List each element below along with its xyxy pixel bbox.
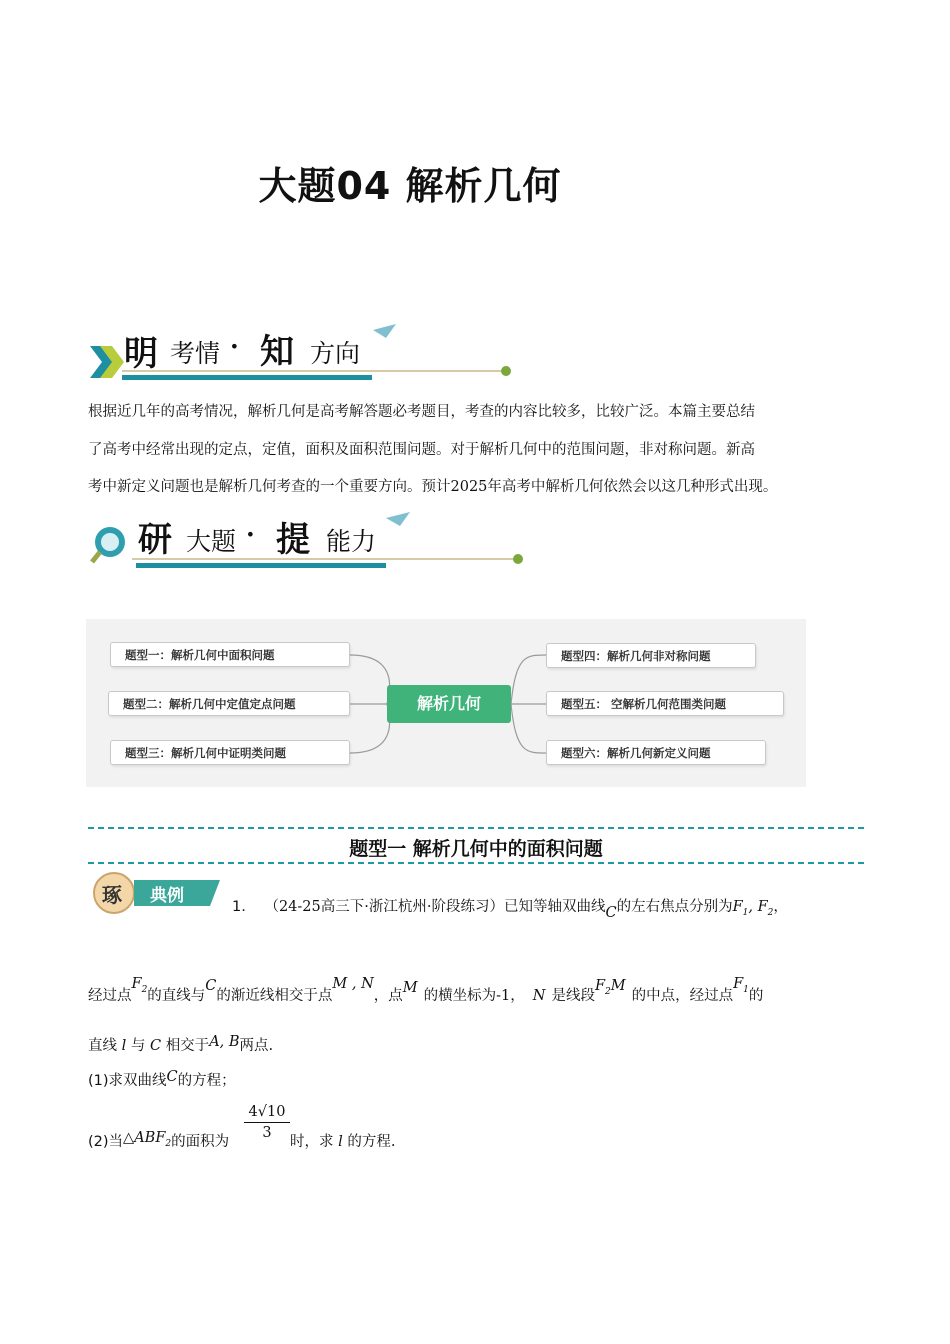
badge-label: 典例 <box>150 886 184 906</box>
math-F1: $F_1$ <box>733 976 749 995</box>
problem-text: 经过点 <box>88 988 132 1004</box>
section-title: 题型一 解析几何中的面积问题 <box>349 838 603 860</box>
math-N: N <box>532 988 546 1004</box>
fraction-denominator: 3 <box>262 1125 272 1141</box>
problem-line-3 <box>88 1034 273 1055</box>
problem-text: 是线段 <box>551 988 595 1004</box>
math-F1F2: $F_1$, $F_2$ <box>732 899 774 918</box>
math-AB: A, B <box>209 1034 240 1050</box>
intro-line: 根据近几年的高考情况，解析几何是高考解答题必考题目，考查的内容比较多，比较广泛。本篇主要总结 <box>88 404 755 420</box>
mindmap-node-type6: 题型六：解析几何新定义问题 <box>546 740 766 765</box>
math-F2: $F_2$ <box>131 976 148 995</box>
question-text: 的面积为 <box>171 1134 230 1150</box>
math-F2M: $F_2M$ <box>594 978 626 997</box>
banner2-text2: 能力 <box>326 527 377 556</box>
math-C: C <box>145 1038 166 1054</box>
divider-top <box>88 827 864 829</box>
intro-paragraph <box>88 394 878 507</box>
problem-source-text: （24-25高三下·浙江杭州·阶段练习）已知等轴双曲线 <box>264 899 606 915</box>
problem-text: 的中点，经过点 <box>631 988 734 1004</box>
math-l: l <box>117 1038 131 1054</box>
intro-line: 了高考中经常出现的定点，定值，面积及面积范围问题。对于解析几何中的范围问题，非对称问题。新高 <box>88 441 755 458</box>
banner1-text2: 方向 <box>310 339 361 368</box>
punct: ， <box>773 899 788 915</box>
problem-text: 的渐近线相交于点 <box>216 988 333 1004</box>
mindmap-center: 解析几何 <box>387 685 511 723</box>
mindmap-node-type1: 题型一：解析几何中面积问题 <box>110 642 350 667</box>
problem-line-1 <box>232 895 788 921</box>
divider-bottom <box>88 862 864 864</box>
fraction-numerator: 4√10 <box>244 1104 290 1123</box>
question-text: 的方程； <box>177 1073 236 1089</box>
badge-char: 琢 <box>102 883 122 907</box>
mindmap <box>86 619 806 787</box>
problem-line-2 <box>88 976 764 1007</box>
mindmap-node-type4: 题型四：解析几何非对称问题 <box>546 643 756 668</box>
problem-text: 的 <box>748 988 764 1004</box>
mindmap-node-type3: 题型三：解析几何中证明类问题 <box>110 740 350 765</box>
question-1 <box>88 1069 236 1090</box>
problem-text: ，点 <box>373 988 403 1004</box>
banner1-char2: 知 <box>260 332 294 372</box>
question-text: (1)求双曲线 <box>88 1073 167 1089</box>
math-fraction <box>244 1104 290 1141</box>
problem-text: 的直线与 <box>147 988 206 1004</box>
math-C: C <box>166 1069 178 1085</box>
banner2-text1: 大题 <box>186 527 237 556</box>
section-banner-study <box>88 510 533 580</box>
problem-text: 相交于 <box>165 1038 210 1054</box>
banner1-text1: 考情 <box>170 339 221 368</box>
intro-line: 考中新定义问题也是解析几何考查的一个重要方向。预计2025年高考中解析几何依然会以这几种形式出现。 <box>88 479 778 495</box>
problem-text: 直线 <box>88 1038 117 1054</box>
problem-text: 两点. <box>239 1038 274 1054</box>
problem-text: -1， <box>496 988 525 1004</box>
math-C: C <box>205 978 217 994</box>
problem-number: 1. <box>232 899 246 915</box>
question-text: 的方程. <box>347 1134 396 1150</box>
banner1-char1: 明 <box>124 334 158 374</box>
math-l: l <box>333 1134 348 1150</box>
example-badge <box>90 870 230 916</box>
math-MN: M , N <box>332 976 374 992</box>
math-C: C <box>605 905 617 921</box>
problem-text: 的横坐标为 <box>423 988 497 1004</box>
section-banner-exam-trend <box>88 322 518 392</box>
question-2-tail <box>290 1130 395 1151</box>
page-title: 大题04 解析几何 <box>258 164 562 208</box>
banner2-dot: · <box>246 520 255 549</box>
math-triangle-ABF2: $\triangle ABF_2$ <box>123 1130 172 1149</box>
banner2-char1: 研 <box>138 520 172 560</box>
problem-text: 的左右焦点分别为 <box>616 899 733 915</box>
mindmap-node-type2: 题型二：解析几何中定值定点问题 <box>108 691 350 716</box>
banner1-dot: · <box>230 332 239 361</box>
question-text: 时，求 <box>290 1134 334 1150</box>
question-2 <box>88 1130 229 1153</box>
math-M: M <box>402 980 418 996</box>
mindmap-node-type5: 题型五： 空解析几何范围类问题 <box>546 691 784 716</box>
banner2-char2: 提 <box>276 520 310 560</box>
question-text: (2)当 <box>88 1134 124 1150</box>
problem-text: 与 <box>130 1038 146 1054</box>
